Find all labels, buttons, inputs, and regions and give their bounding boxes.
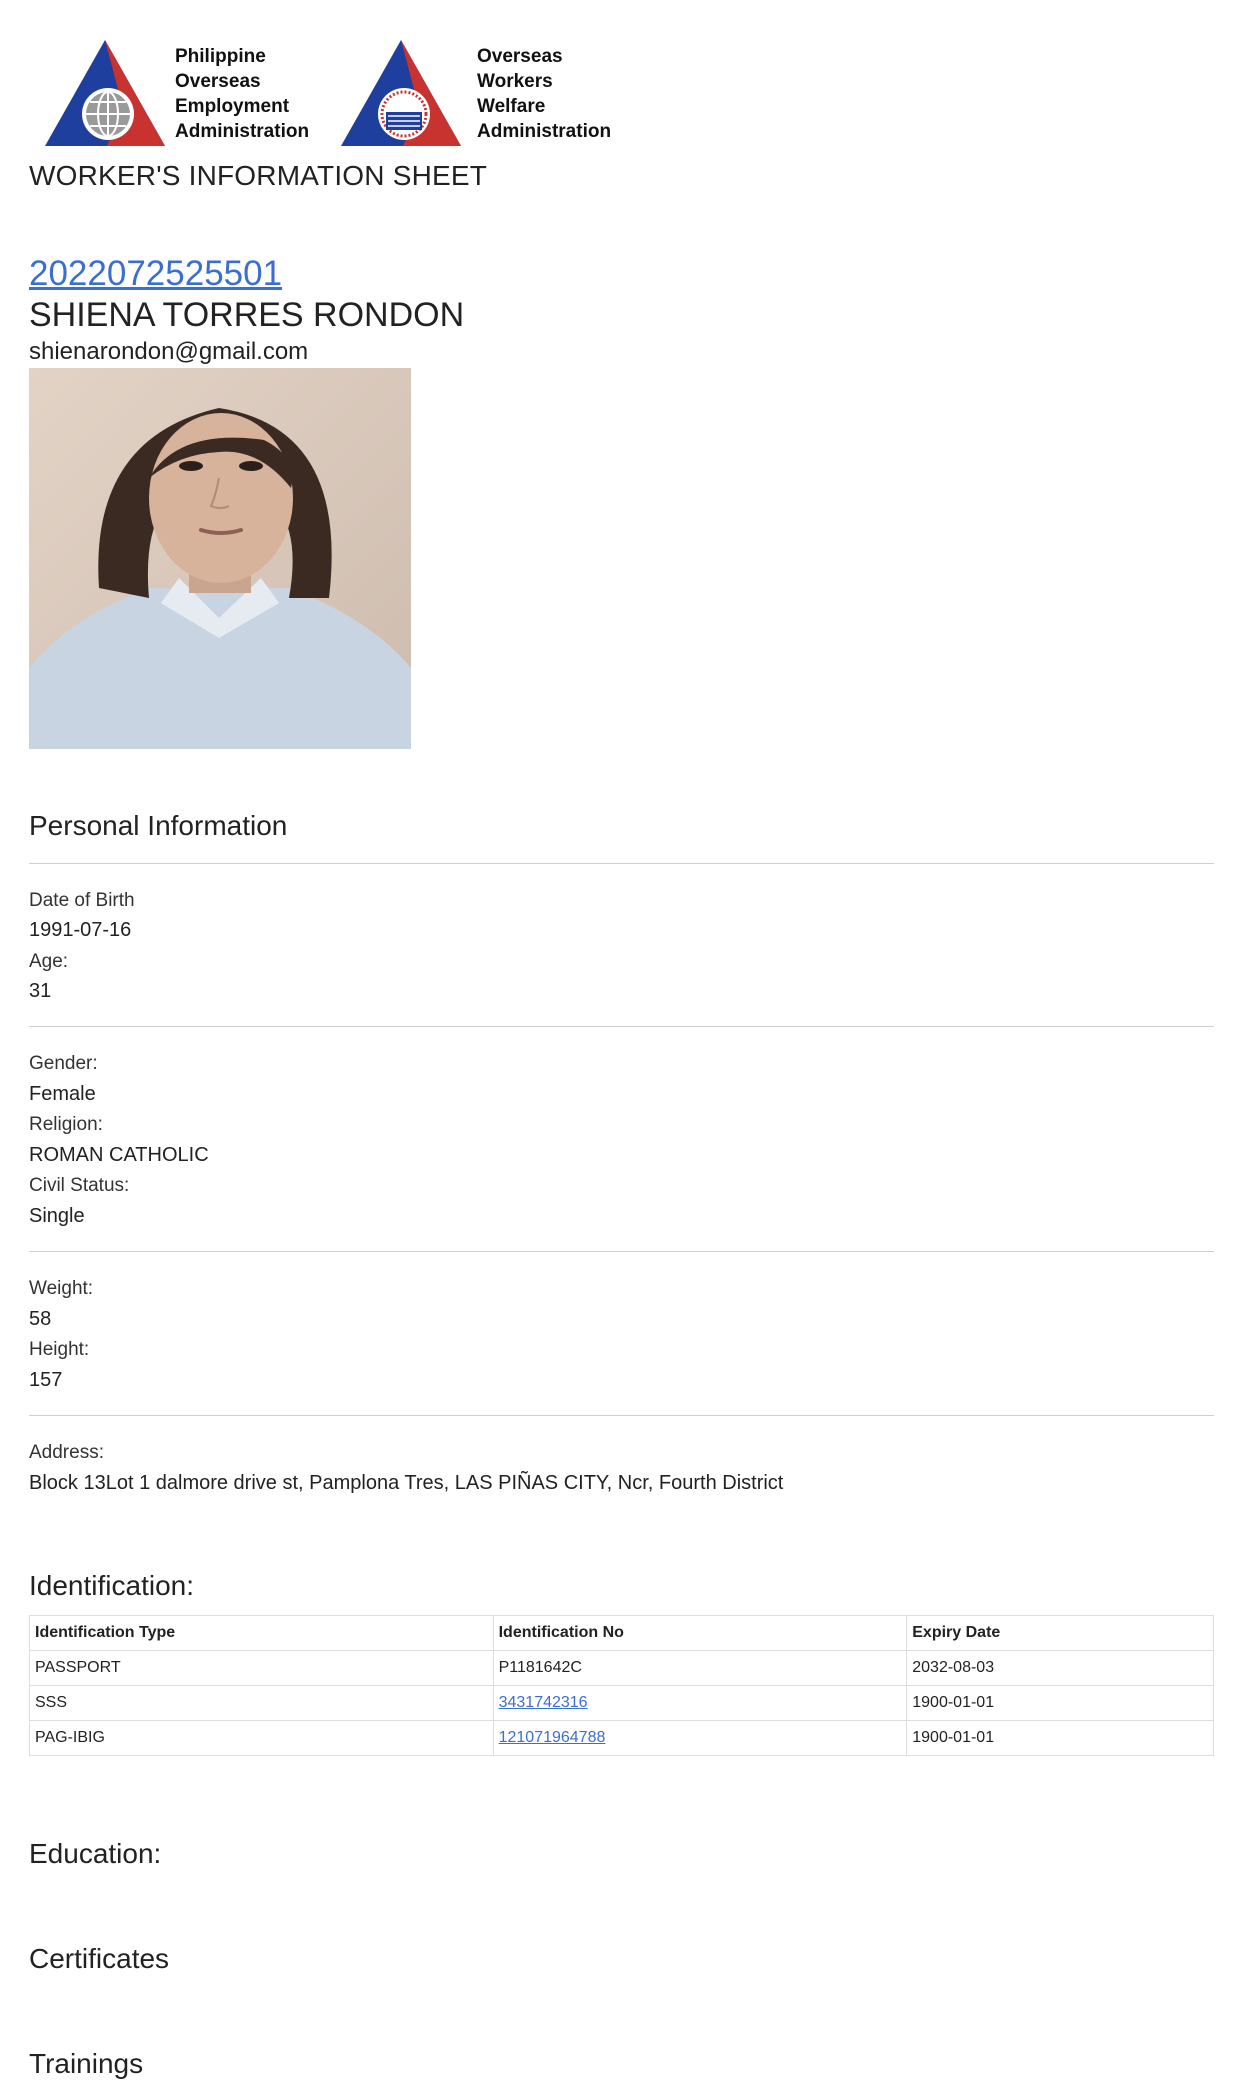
id-type-cell: SSS <box>30 1686 494 1721</box>
worker-photo-image <box>29 368 411 749</box>
column-header: Expiry Date <box>907 1616 1214 1651</box>
identification-table <box>29 1615 1214 1756</box>
dob-value: 1991-07-16 <box>29 919 132 941</box>
worker-email: shienarondon@gmail.com <box>29 338 309 365</box>
dob-label: Date of Birth <box>29 890 135 911</box>
id-number-link[interactable]: 3431742316 <box>498 1694 588 1711</box>
certificates-heading: Certificates <box>29 1943 170 1974</box>
gender-value: Female <box>29 1083 96 1105</box>
divider <box>29 1251 1214 1252</box>
id-expiry-cell: 1900-01-01 <box>907 1686 1214 1721</box>
sheet-title: WORKER'S INFORMATION SHEET <box>29 160 488 191</box>
religion-label: Religion: <box>29 1114 103 1135</box>
owwa-emblem-icon <box>341 38 477 148</box>
civil-status-label: Civil Status: <box>29 1175 130 1196</box>
owwa-logo <box>341 38 661 148</box>
column-header: Identification No <box>493 1616 907 1651</box>
agency-logos <box>45 38 665 150</box>
civil-status-value: Single <box>29 1205 85 1227</box>
height-value: 157 <box>29 1369 63 1391</box>
owwa-logo-line: Workers <box>477 71 553 92</box>
column-header: Identification Type <box>30 1616 494 1651</box>
worker-name: SHIENA TORRES RONDON <box>29 296 465 334</box>
worker-photo <box>29 368 411 749</box>
id-number-cell: P1181642C <box>493 1651 907 1686</box>
id-expiry-cell: 1900-01-01 <box>907 1721 1214 1756</box>
table-row <box>30 1721 1214 1756</box>
table-row <box>30 1686 1214 1721</box>
id-expiry-cell: 2032-08-03 <box>907 1651 1214 1686</box>
id-type-cell: PAG-IBIG <box>30 1721 494 1756</box>
poea-logo-line: Administration <box>175 121 310 142</box>
owwa-logo-line: Welfare <box>477 96 546 117</box>
owwa-logo-line: Administration <box>477 121 612 142</box>
divider <box>29 1026 1214 1027</box>
table-header-row <box>30 1616 1214 1651</box>
table-row <box>30 1651 1214 1686</box>
id-number-cell <box>493 1686 907 1721</box>
identification-heading: Identification: <box>29 1570 194 1601</box>
weight-value: 58 <box>29 1308 52 1330</box>
poea-logo-line: Overseas <box>175 71 261 92</box>
id-number-link[interactable]: 121071964788 <box>498 1729 606 1746</box>
poea-logo <box>45 38 345 148</box>
gender-label: Gender: <box>29 1053 98 1074</box>
poea-logo-line: Employment <box>175 96 290 117</box>
weight-label: Weight: <box>29 1278 94 1299</box>
trainings-heading: Trainings <box>29 2048 144 2079</box>
religion-value: ROMAN CATHOLIC <box>29 1144 209 1166</box>
education-heading: Education: <box>29 1838 162 1869</box>
divider <box>29 863 1214 864</box>
reference-number-link[interactable]: 2022072525501 <box>29 254 283 293</box>
id-number-cell <box>493 1721 907 1756</box>
age-value: 31 <box>29 980 52 1002</box>
address-value: Block 13Lot 1 dalmore drive st, Pamplona Tres, LAS PIÑAS CITY, Ncr, Fourth District <box>29 1472 784 1494</box>
personal-info-heading: Personal Information <box>29 810 288 841</box>
divider <box>29 1415 1214 1416</box>
age-label: Age: <box>29 951 69 972</box>
height-label: Height: <box>29 1339 90 1360</box>
poea-logo-line: Philippine <box>175 46 266 67</box>
poea-emblem-icon <box>45 38 181 148</box>
owwa-logo-line: Overseas <box>477 46 563 67</box>
id-type-cell: PASSPORT <box>30 1651 494 1686</box>
address-label: Address: <box>29 1442 104 1463</box>
